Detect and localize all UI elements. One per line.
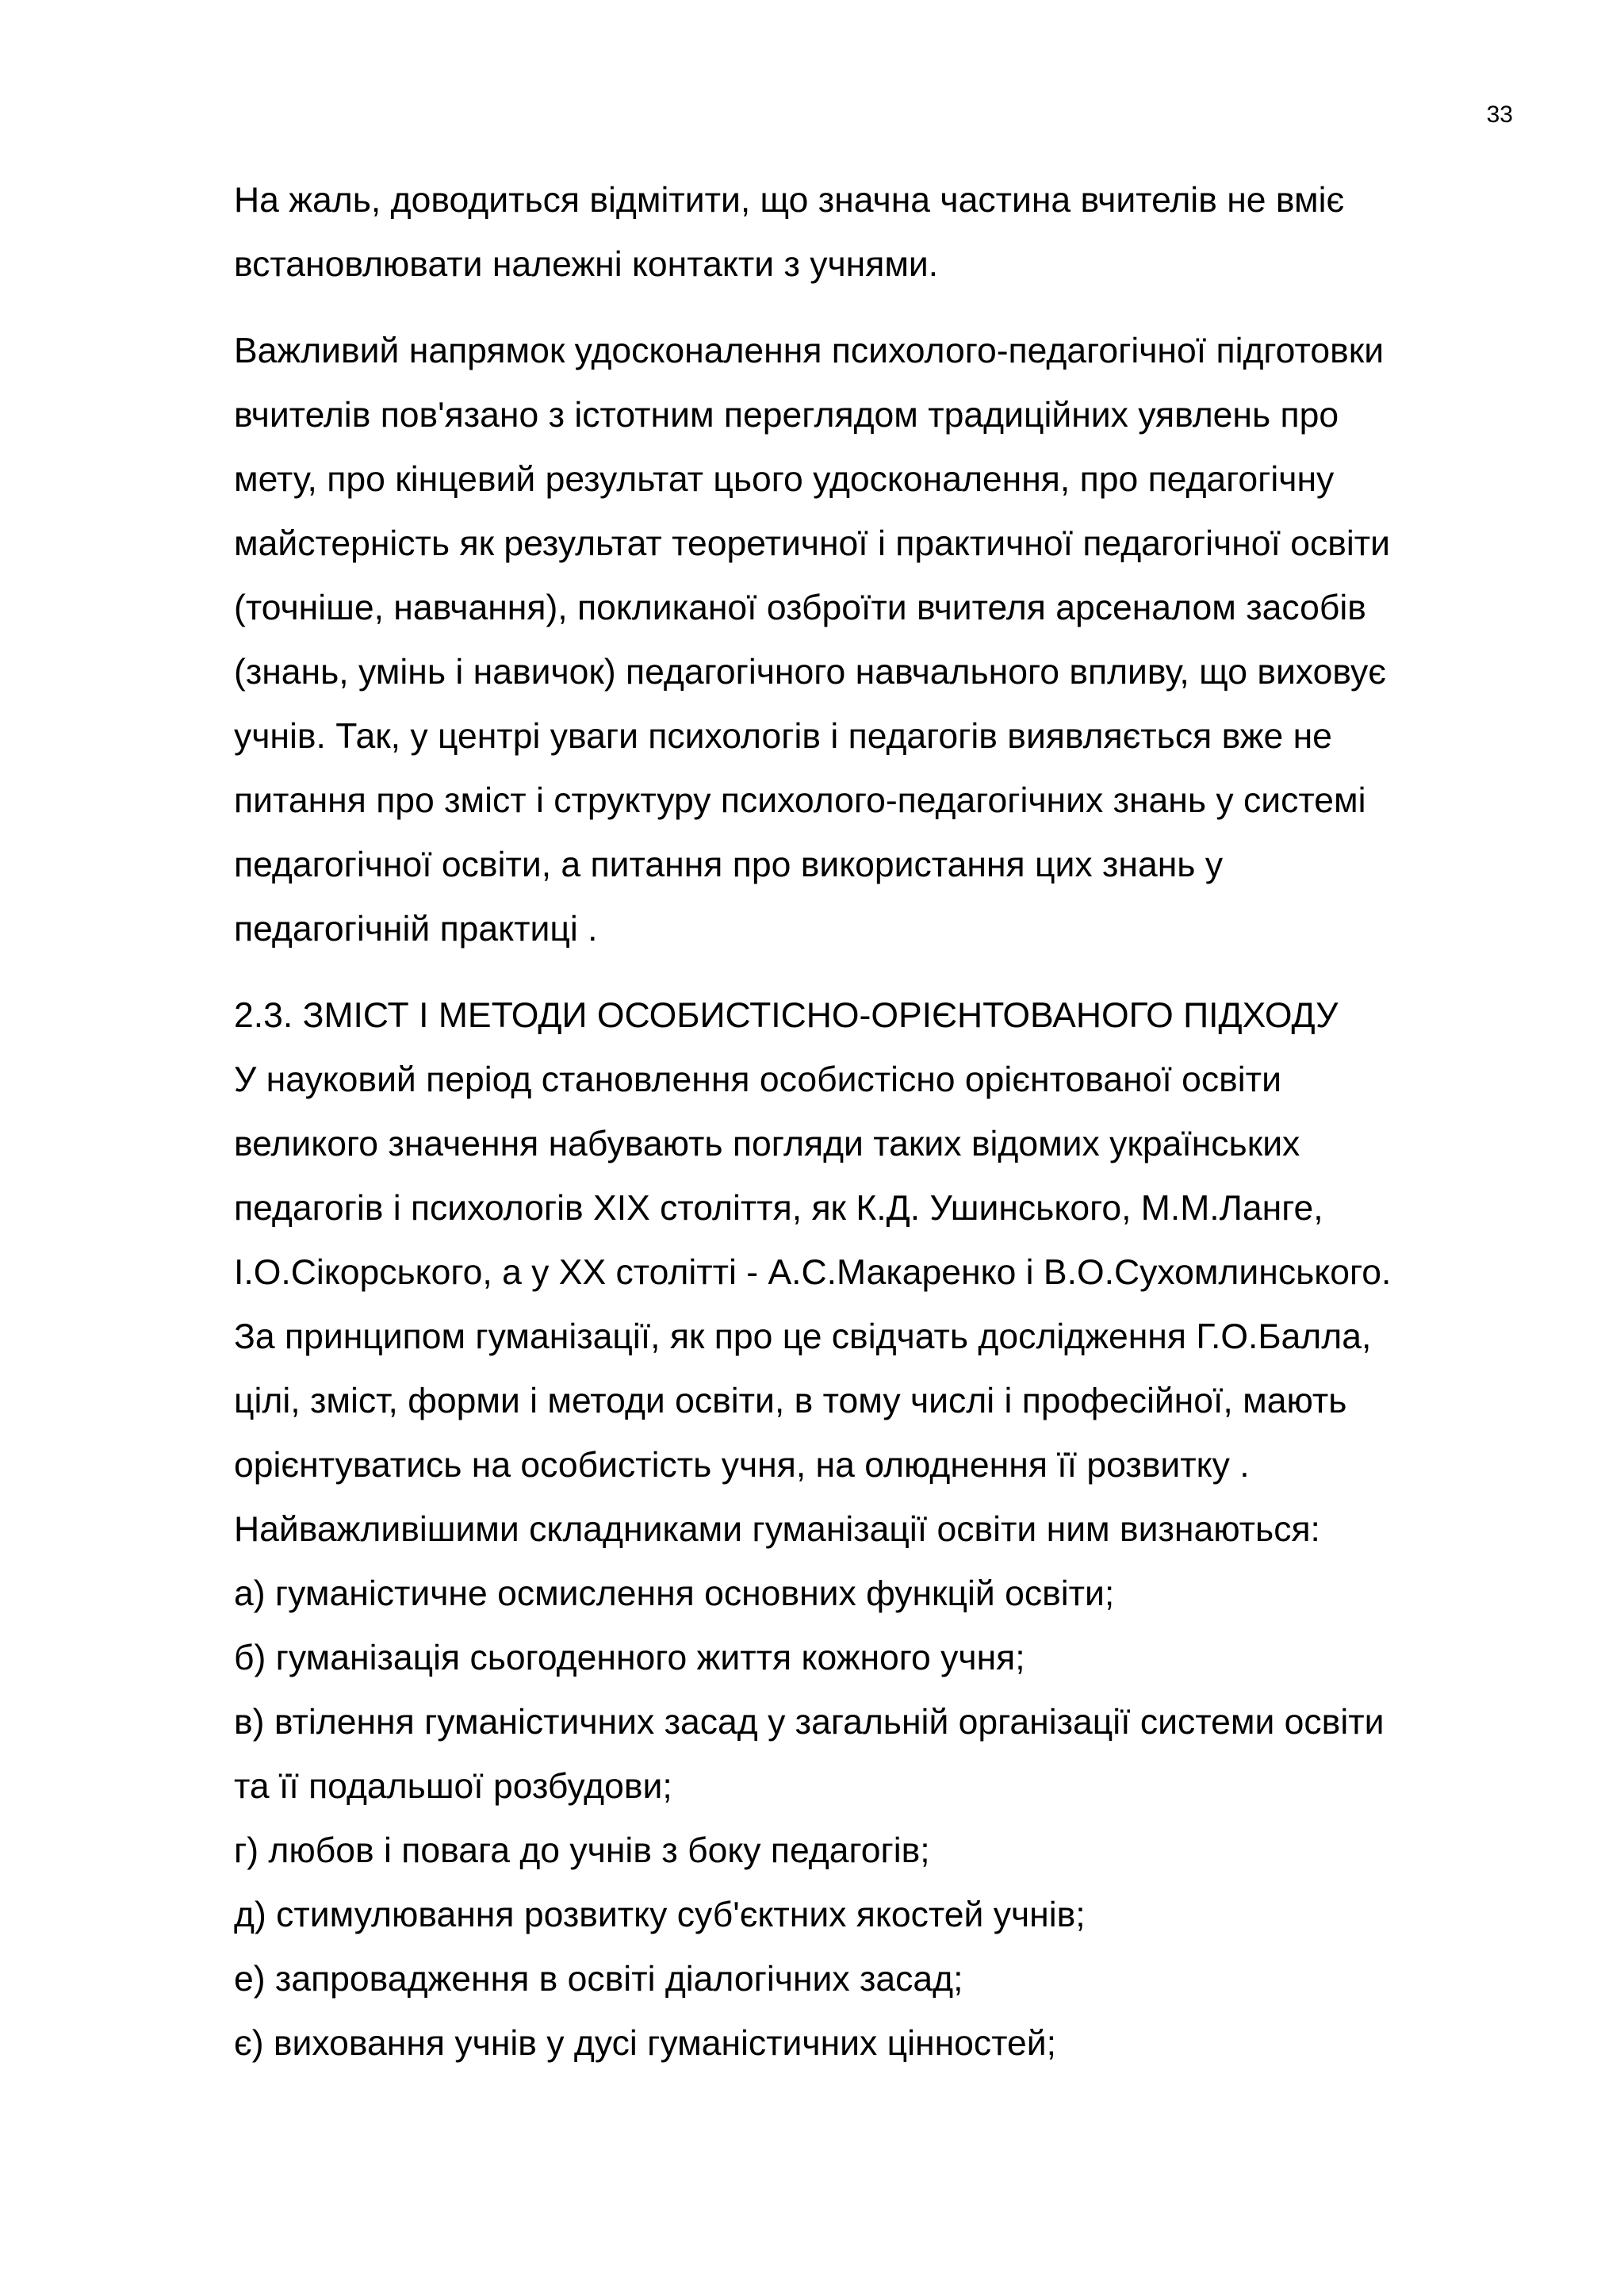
text-line: вчителів пов'язано з істотним переглядом традиційних уявлень про xyxy=(234,396,1339,435)
page-content xyxy=(234,168,1511,2076)
text-line: Важливий напрямок удосконалення психолого-педагогічної підготовки xyxy=(234,332,1385,370)
text-line: цілі, зміст, форми і методи освіти, в тому числі і професійної, мають xyxy=(234,1382,1347,1420)
paragraph-intro xyxy=(234,168,1511,297)
text-line: великого значення набувають погляди таких відомих українських xyxy=(234,1125,1300,1163)
text-line: орієнтуватись на особистість учня, на олюднення її розвитку . xyxy=(234,1446,1250,1485)
section-heading xyxy=(234,983,1511,1048)
text-line: питання про зміст і структуру психолого-педагогічних знань у системі xyxy=(234,781,1366,820)
list-item: є) виховання учнів у дусі гуманістичних цінностей; xyxy=(234,2024,1056,2063)
list-item: г) любов і повага до учнів з боку педагогів; xyxy=(234,1831,930,1870)
text-line: майстерність як результат теоретичної і практичної педагогічної освіти xyxy=(234,524,1391,563)
paragraph-gap xyxy=(234,297,1511,319)
paragraph-humanization xyxy=(234,1048,1511,2076)
text-line: педагогів і психологів XIX століття, як К.Д. Ушинського, М.М.Ланге, xyxy=(234,1189,1323,1228)
text-line: Найважливішими складниками гуманізації освіти ним визнаються: xyxy=(234,1510,1320,1549)
list-item: а) гуманістичне осмислення основних функцій освіти; xyxy=(234,1574,1115,1613)
text-line: учнів. Так, у центрі уваги психологів і педагогів виявляється вже не xyxy=(234,717,1332,756)
list-item: б) гуманізація сьогоденного життя кожного учня; xyxy=(234,1639,1025,1677)
text-line: педагогічної освіти, а питання про використання цих знань у xyxy=(234,845,1224,884)
list-item-continuation: та її подальшої розбудови; xyxy=(234,1767,672,1806)
text-line: педагогічній практиці . xyxy=(234,910,598,949)
text-line: встановлювати належні контакти з учнями. xyxy=(234,245,939,284)
paragraph-training xyxy=(234,319,1511,961)
section-title: 2.3. ЗМІСТ І МЕТОДИ ОСОБИСТІСНО-ОРІЄНТОВАНОГО ПІДХОДУ xyxy=(234,996,1339,1035)
list-item: д) стимулювання розвитку суб'єктних якостей учнів; xyxy=(234,1895,1086,1934)
text-line: На жаль, доводиться відмітити, що значна частина вчителів не вміє xyxy=(234,181,1345,220)
text-line: За принципом гуманізації, як про це свідчать дослідження Г.О.Балла, xyxy=(234,1317,1372,1356)
paragraph-gap xyxy=(234,961,1511,983)
text-line: І.О.Сікорського, а у XX столітті - А.С.Макаренко і В.О.Сухомлинського. xyxy=(234,1253,1392,1292)
text-line: (точніше, навчання), покликаної озброїти вчителя арсеналом засобів xyxy=(234,588,1366,627)
page-number: 33 xyxy=(1486,102,1513,128)
list-item: в) втілення гуманістичних засад у загальній організації системи освіти xyxy=(234,1703,1385,1742)
list-item: е) запровадження в освіті діалогічних засад; xyxy=(234,1960,963,1999)
text-line: мету, про кінцевий результат цього удосконалення, про педагогічну xyxy=(234,460,1335,499)
text-line: У науковий період становлення особистісно орієнтованої освіти xyxy=(234,1060,1281,1099)
text-line: (знань, умінь і навичок) педагогічного навчального впливу, що виховує xyxy=(234,653,1386,692)
